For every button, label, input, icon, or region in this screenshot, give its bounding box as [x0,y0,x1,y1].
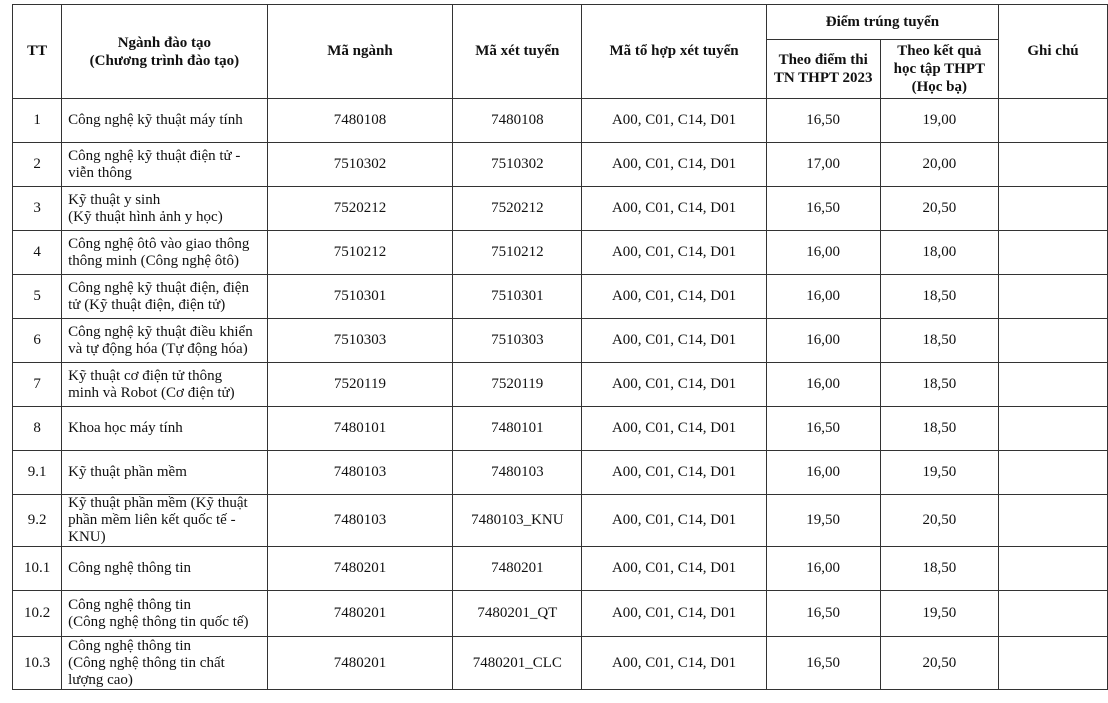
cell-admission-code: 7510301 [453,275,582,319]
program-name-line: Công nghệ kỹ thuật điều khiển [68,323,253,340]
cell-combo-code: A00, C01, C14, D01 [582,319,766,363]
col-header-program [62,5,267,99]
cell-note [999,637,1108,690]
cell-combo-code: A00, C01, C14, D01 [582,451,766,495]
cell-major-code: 7480201 [267,637,453,690]
cell-combo-code: A00, C01, C14, D01 [582,231,766,275]
cell-score-exam: 16,00 [766,275,880,319]
cell-tt: 9.1 [13,451,62,495]
col-header-score-group: Điểm trúng tuyển [766,5,998,40]
cell-score-exam: 16,00 [766,547,880,591]
col-header-tt: TT [13,5,62,99]
cell-score-transcript: 19,00 [880,99,998,143]
cell-admission-code: 7480101 [453,407,582,451]
cell-major-code: 7520119 [267,363,453,407]
table-row [13,637,1108,690]
cell-score-exam: 16,00 [766,451,880,495]
cell-tt: 6 [13,319,62,363]
cell-combo-code: A00, C01, C14, D01 [582,591,766,637]
cell-major-code: 7480108 [267,99,453,143]
cell-score-transcript: 18,50 [880,275,998,319]
cell-admission-code: 7510303 [453,319,582,363]
cell-score-exam: 19,50 [766,495,880,547]
table-row [13,495,1108,547]
program-name-line: tử (Kỹ thuật điện, điện tử) [68,296,226,313]
cell-admission-code: 7520212 [453,187,582,231]
program-name-line: Công nghệ kỹ thuật máy tính [68,112,243,128]
cell-note [999,319,1108,363]
cell-admission-code: 7480103_KNU [453,495,582,547]
cell-note [999,231,1108,275]
program-name-line: Công nghệ thông tin [68,596,192,613]
table-row [13,143,1108,187]
cell-major-code: 7520212 [267,187,453,231]
program-name-line: viễn thông [68,164,132,181]
cell-admission-code: 7480201_QT [453,591,582,637]
col-header-score-exam: Theo điểm thi TN THPT 2023 [766,40,880,99]
cell-program-name [62,143,267,187]
table-row [13,407,1108,451]
cell-score-transcript: 20,50 [880,187,998,231]
cell-admission-code: 7480108 [453,99,582,143]
program-name-line: (Kỹ thuật hình ảnh y học) [68,208,223,225]
cell-tt: 3 [13,187,62,231]
cell-note [999,275,1108,319]
cell-admission-code: 7480103 [453,451,582,495]
cell-admission-code: 7480201 [453,547,582,591]
cell-major-code: 7480103 [267,495,453,547]
cell-score-exam: 16,50 [766,187,880,231]
cell-tt: 7 [13,363,62,407]
cell-admission-code: 7480201_CLC [453,637,582,690]
table-row [13,547,1108,591]
program-name-line: Kỹ thuật cơ điện tử thông [68,367,223,384]
cell-admission-code: 7510212 [453,231,582,275]
cell-tt: 1 [13,99,62,143]
cell-score-exam: 16,50 [766,99,880,143]
cell-major-code: 7480201 [267,591,453,637]
cell-tt: 9.2 [13,495,62,547]
cell-program-name [62,275,267,319]
cell-note [999,591,1108,637]
cell-tt: 2 [13,143,62,187]
program-name-line: Công nghệ kỹ thuật điện, điện [68,279,249,296]
cell-score-transcript: 19,50 [880,591,998,637]
cell-score-exam: 16,00 [766,363,880,407]
cell-note [999,99,1108,143]
table-row [13,187,1108,231]
cell-program-name [62,99,267,143]
table-body [13,99,1108,690]
col-header-admission-code: Mã xét tuyển [453,5,582,99]
cell-score-transcript: 18,00 [880,231,998,275]
cell-combo-code: A00, C01, C14, D01 [582,637,766,690]
cell-combo-code: A00, C01, C14, D01 [582,363,766,407]
cell-note [999,407,1108,451]
cell-combo-code: A00, C01, C14, D01 [582,187,766,231]
cell-score-transcript: 20,50 [880,495,998,547]
col-header-combo-code: Mã tổ hợp xét tuyển [582,5,766,99]
cell-note [999,363,1108,407]
cell-tt: 5 [13,275,62,319]
cell-score-exam: 16,00 [766,231,880,275]
cell-major-code: 7480201 [267,547,453,591]
table-row [13,363,1108,407]
program-name-line: và tự động hóa (Tự động hóa) [68,340,248,357]
table-row [13,275,1108,319]
cell-program-name [62,407,267,451]
cell-note [999,143,1108,187]
program-name-line: Kỹ thuật y sinh [68,191,161,208]
program-name-line: Công nghệ ôtô vào giao thông [68,235,250,252]
cell-major-code: 7510212 [267,231,453,275]
cell-major-code: 7510302 [267,143,453,187]
cell-tt: 10.3 [13,637,62,690]
cell-admission-code: 7510302 [453,143,582,187]
cell-program-name [62,451,267,495]
cell-tt: 10.2 [13,591,62,637]
program-name-line: KNU) [68,529,106,545]
cell-note [999,451,1108,495]
program-name-line: thông minh (Công nghệ ôtô) [68,252,239,269]
cell-combo-code: A00, C01, C14, D01 [582,407,766,451]
table-header [13,5,1108,99]
program-name-line: (Công nghệ thông tin chất [68,654,225,671]
cell-note [999,187,1108,231]
col-header-major-code: Mã ngành [267,5,453,99]
cell-score-transcript: 20,00 [880,143,998,187]
cell-score-transcript: 19,50 [880,451,998,495]
cell-combo-code: A00, C01, C14, D01 [582,495,766,547]
cell-score-transcript: 18,50 [880,363,998,407]
cell-program-name [62,637,267,690]
program-name-line: Kỹ thuật phần mềm [68,464,187,480]
cell-program-name [62,363,267,407]
col-header-note: Ghi chú [999,5,1108,99]
table-row [13,591,1108,637]
cell-combo-code: A00, C01, C14, D01 [582,275,766,319]
document-page [12,4,1108,690]
cell-note [999,495,1108,547]
cell-program-name [62,495,267,547]
cell-score-exam: 17,00 [766,143,880,187]
col-header-program-line1: Ngành đào tạo [117,34,212,51]
cell-program-name [62,547,267,591]
program-name-line: Công nghệ thông tin [68,560,192,576]
col-header-score-transcript: Theo kết quả học tập THPT (Học bạ) [880,40,998,99]
cell-major-code: 7480103 [267,451,453,495]
program-name-line: Khoa học máy tính [68,420,183,436]
cell-score-transcript: 18,50 [880,319,998,363]
table-row [13,451,1108,495]
col-header-program-line2: (Chương trình đào tạo) [89,52,240,69]
program-name-line: Kỹ thuật phần mềm (Kỹ thuật [68,495,248,511]
cell-tt: 8 [13,407,62,451]
cell-score-exam: 16,50 [766,637,880,690]
table-row [13,231,1108,275]
cell-score-transcript: 18,50 [880,547,998,591]
program-name-line: (Công nghệ thông tin quốc tế) [68,613,249,630]
program-name-line: phần mềm liên kết quốc tế - [68,512,236,528]
program-name-line: Công nghệ kỹ thuật điện tử - [68,147,241,164]
cell-program-name [62,319,267,363]
program-name-line: minh và Robot (Cơ điện tử) [68,384,235,401]
program-name-line: Công nghệ thông tin [68,637,192,654]
cell-admission-code: 7520119 [453,363,582,407]
cell-score-exam: 16,50 [766,591,880,637]
table-row [13,99,1108,143]
cell-score-transcript: 18,50 [880,407,998,451]
admission-scores-table [12,4,1108,690]
cell-score-transcript: 20,50 [880,637,998,690]
cell-major-code: 7510303 [267,319,453,363]
table-row [13,319,1108,363]
cell-score-exam: 16,00 [766,319,880,363]
cell-program-name [62,591,267,637]
cell-note [999,547,1108,591]
cell-combo-code: A00, C01, C14, D01 [582,547,766,591]
program-name-line: lượng cao) [68,671,133,688]
cell-combo-code: A00, C01, C14, D01 [582,99,766,143]
cell-tt: 10.1 [13,547,62,591]
cell-major-code: 7480101 [267,407,453,451]
cell-program-name [62,231,267,275]
cell-score-exam: 16,50 [766,407,880,451]
cell-combo-code: A00, C01, C14, D01 [582,143,766,187]
cell-major-code: 7510301 [267,275,453,319]
cell-program-name [62,187,267,231]
cell-tt: 4 [13,231,62,275]
